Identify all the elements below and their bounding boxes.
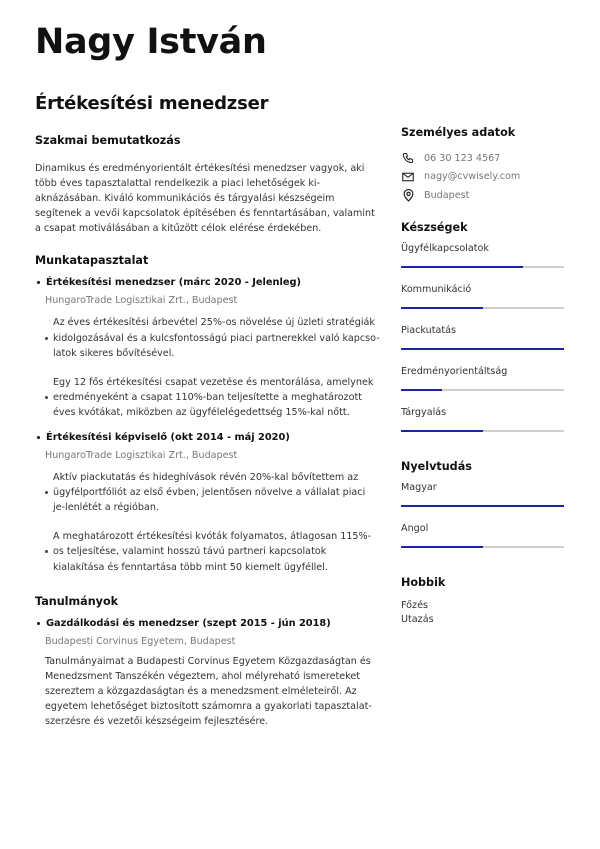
skill-label: Piackutatás — [401, 324, 457, 336]
language-item — [401, 523, 564, 548]
mail-icon — [401, 170, 415, 184]
bullet-icon — [37, 281, 40, 284]
bullet-icon — [45, 491, 48, 494]
languages-section — [401, 460, 564, 548]
work-entry-company: HungaroTrade Logisztikai Zrt., Budapest — [45, 295, 238, 307]
bullet-icon — [45, 550, 48, 553]
achievement-item — [45, 315, 380, 360]
education-description: Tanulmányaimat a Budapesti Corvinus Egyetem Közgazdaságtan és Menedzsment Tanszékén végeztem, ahol mélyreható ismereteket szereztem a közgazdaságtan és a menedzsment elméleteiről. Az egyetem lehetőséget biztosított számomra a gyakorlati tapasztalat-szerzésre és vezetői készségeim fejlesztésére. — [45, 655, 372, 727]
work-entry-title: Értékesítési képviselő (okt 2014 - máj 2020) — [46, 432, 290, 444]
main-column — [35, 134, 380, 729]
skill-item — [401, 325, 564, 350]
skills-section — [401, 221, 564, 432]
skill-level-track — [401, 307, 564, 309]
education-school: Budapesti Corvinus Egyetem, Budapest — [45, 635, 236, 647]
skill-label: Tárgyalás — [401, 406, 447, 418]
skill-item — [401, 284, 564, 309]
education-entry-title: Gazdálkodási és menedzser (szept 2015 - jún 2018) — [46, 617, 331, 629]
languages-heading: Nyelvtudás — [401, 459, 472, 473]
phone-icon — [401, 151, 415, 165]
personal-section — [401, 126, 564, 205]
summary-section — [35, 134, 380, 236]
contact-location — [401, 186, 564, 205]
summary-text: Dinamikus és eredményorientált értékesítési menedzser vagyok, aki több éves tapasztalattal rendelkezik a piaci lehetőségek ki-aknázásában. Kiváló kommunikációs és tárgyalási készségeim segítenek a vevői kapcsolatok építésében és fenntartásában, valamint a csapat motiválásában a kitűzött célok elérése érdekében. — [35, 163, 375, 235]
language-level-fill — [401, 505, 564, 507]
achievement-item — [45, 375, 380, 420]
work-entry — [35, 277, 380, 420]
job-title: Értékesítési menedzser — [35, 93, 269, 114]
skill-level-fill — [401, 307, 483, 309]
email-address: nagy@cvwisely.com — [424, 171, 521, 183]
skill-label: Eredményorientáltság — [401, 365, 508, 377]
contact-phone — [401, 149, 564, 168]
language-item — [401, 482, 564, 507]
work-entry — [35, 432, 380, 575]
language-level-track — [401, 546, 564, 548]
sidebar — [401, 126, 564, 628]
skill-label: Ügyfélkapcsolatok — [401, 242, 489, 254]
language-level-track — [401, 505, 564, 507]
bullet-icon — [45, 396, 48, 399]
hobby-item: Főzés — [401, 599, 428, 611]
summary-heading: Szakmai bemutatkozás — [35, 134, 181, 147]
work-entry-company: HungaroTrade Logisztikai Zrt., Budapest — [45, 450, 238, 462]
hobbies-section — [401, 576, 564, 628]
language-label: Magyar — [401, 481, 437, 493]
achievement-text: Aktív piackutatás és hideghívások révén 20%-kal bővítettem az ügyfélportfóliót az első évben, jelentősen növelve a vállalat piaci je-lenlétét a régióban. — [53, 472, 366, 514]
achievement-text: Az éves értékesítési árbevétel 25%-os növelése új üzleti stratégiák kidolgozásával és a kulcsfontosságú piaci partnerekkel való kapcso-latok sikeres bővítésével. — [53, 317, 380, 359]
candidate-name: Nagy István — [35, 22, 267, 62]
hobbies-heading: Hobbik — [401, 575, 446, 589]
skill-level-track — [401, 389, 564, 391]
skill-level-fill — [401, 348, 564, 350]
bullet-icon — [37, 622, 40, 625]
achievement-text: A meghatározott értékesítési kvóták folyamatos, átlagosan 115%-os teljesítése, valamint hosszú távú partneri kapcsolatok kialakítása és fenntartása több mint 50 kiemelt ügyféllel. — [53, 531, 372, 573]
achievement-text: Egy 12 fős értékesítési csapat vezetése és mentorálása, amelynek eredményeként a csapat 110%-ban teljesítette a meghatározott éves kvótákat, miközben az ügyfélelégedettség 15%-kal nőtt. — [53, 376, 374, 418]
skill-item — [401, 366, 564, 391]
skills-heading: Készségek — [401, 220, 468, 234]
achievement-item — [45, 470, 380, 515]
work-section — [35, 254, 380, 574]
education-heading: Tanulmányok — [35, 594, 119, 608]
skill-item — [401, 243, 564, 268]
hobby-item: Utazás — [401, 614, 434, 625]
skill-level-fill — [401, 266, 523, 268]
skill-level-fill — [401, 389, 442, 391]
skill-level-track — [401, 266, 564, 268]
work-heading: Munkatapasztalat — [35, 254, 149, 268]
bullet-icon — [45, 337, 48, 340]
language-label: Angol — [401, 522, 429, 534]
education-section — [35, 595, 380, 729]
skill-item — [401, 407, 564, 432]
phone-number: 06 30 123 4567 — [424, 152, 501, 164]
skill-level-track — [401, 348, 564, 350]
location-pin-icon — [401, 188, 415, 202]
work-entry-title: Értékesítési menedzser (márc 2020 - Jelenleg) — [46, 277, 302, 289]
achievement-item — [45, 529, 380, 574]
skill-level-track — [401, 430, 564, 432]
language-level-fill — [401, 546, 483, 548]
bullet-icon — [37, 436, 40, 439]
location-text: Budapest — [424, 189, 470, 201]
skill-label: Kommunikáció — [401, 283, 472, 295]
contact-email — [401, 168, 564, 187]
personal-heading: Személyes adatok — [401, 126, 516, 139]
skill-level-fill — [401, 430, 483, 432]
